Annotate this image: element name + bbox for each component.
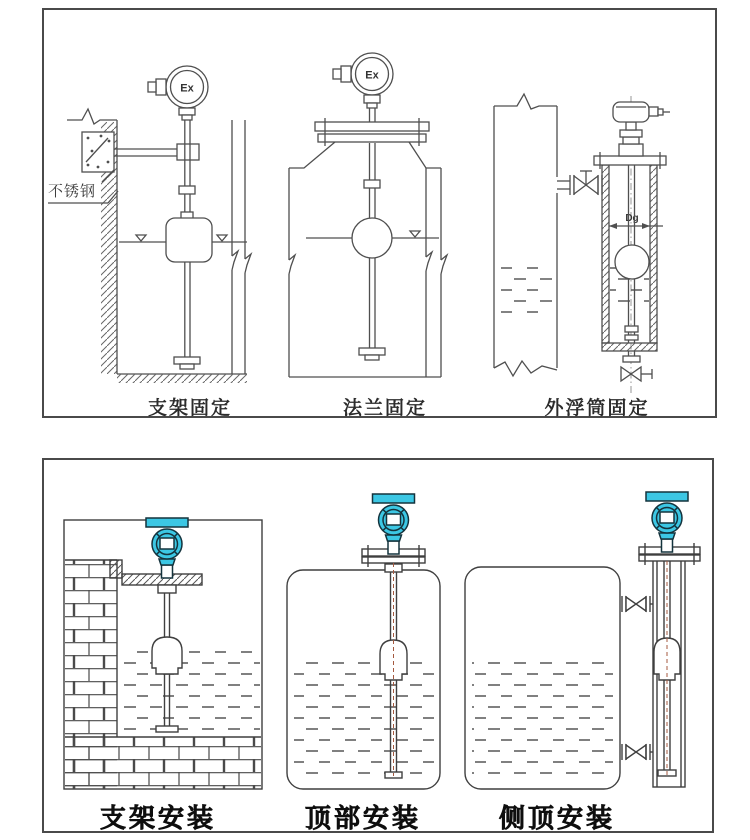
liquid-dashes <box>472 654 613 783</box>
liquid-dashes <box>500 258 552 322</box>
flange <box>315 122 429 131</box>
installation-methods-drawing <box>44 460 712 831</box>
installation-methods-panel <box>42 458 714 833</box>
top-installation-diagram <box>287 494 440 789</box>
fixing-methods-drawing <box>44 10 715 416</box>
float-body <box>152 637 182 674</box>
float-ball <box>352 218 392 258</box>
bracket-fixing-diagram <box>48 66 251 383</box>
dg-label: Dg <box>625 213 639 224</box>
side-top-installation-diagram <box>465 492 700 789</box>
chamber-flange <box>594 156 666 165</box>
drain-valve-icon <box>621 351 652 381</box>
fixing-methods-panel <box>42 8 717 418</box>
liquid-dashes <box>294 656 434 783</box>
ground-hatch <box>117 374 247 383</box>
stainless-steel-annotation: 不锈钢 <box>48 183 97 200</box>
brick-floor <box>65 737 261 789</box>
float-body <box>166 218 212 262</box>
caption-side-top-installation: 侧顶安装 <box>498 803 615 833</box>
bracket-installation-diagram <box>64 518 262 789</box>
caption-external-chamber-fixing: 外浮筒固定 <box>544 398 650 419</box>
caption-bracket-fixing: 支架固定 <box>147 398 232 419</box>
ex-label: Ex <box>180 82 194 95</box>
stem-clamp <box>177 144 199 160</box>
liquid-dashes <box>124 650 260 735</box>
isolation-valve-icon <box>557 171 602 195</box>
chamber-wall <box>602 165 609 343</box>
caption-bracket-installation: 支架安装 <box>99 803 216 833</box>
transmitter-head-icon <box>146 518 188 578</box>
flange-fixing-diagram <box>289 53 447 377</box>
transmitter-head-small-icon <box>613 102 670 156</box>
transmitter-head-icon <box>373 494 415 554</box>
ex-head-icon <box>148 66 208 120</box>
float-body <box>380 640 407 680</box>
upper-valve-icon <box>622 596 653 612</box>
external-chamber-fixing-diagram <box>494 94 670 395</box>
caption-flange-fixing: 法兰固定 <box>342 398 427 419</box>
ex-head-icon <box>333 53 393 108</box>
bracket-post <box>110 560 122 578</box>
ex-label: Ex <box>365 69 379 82</box>
transmitter-head-icon <box>646 492 688 552</box>
lower-valve-icon <box>622 744 653 760</box>
caption-top-installation: 顶部安装 <box>304 803 421 833</box>
chamber-wall <box>650 165 657 343</box>
float-ball <box>615 245 649 279</box>
